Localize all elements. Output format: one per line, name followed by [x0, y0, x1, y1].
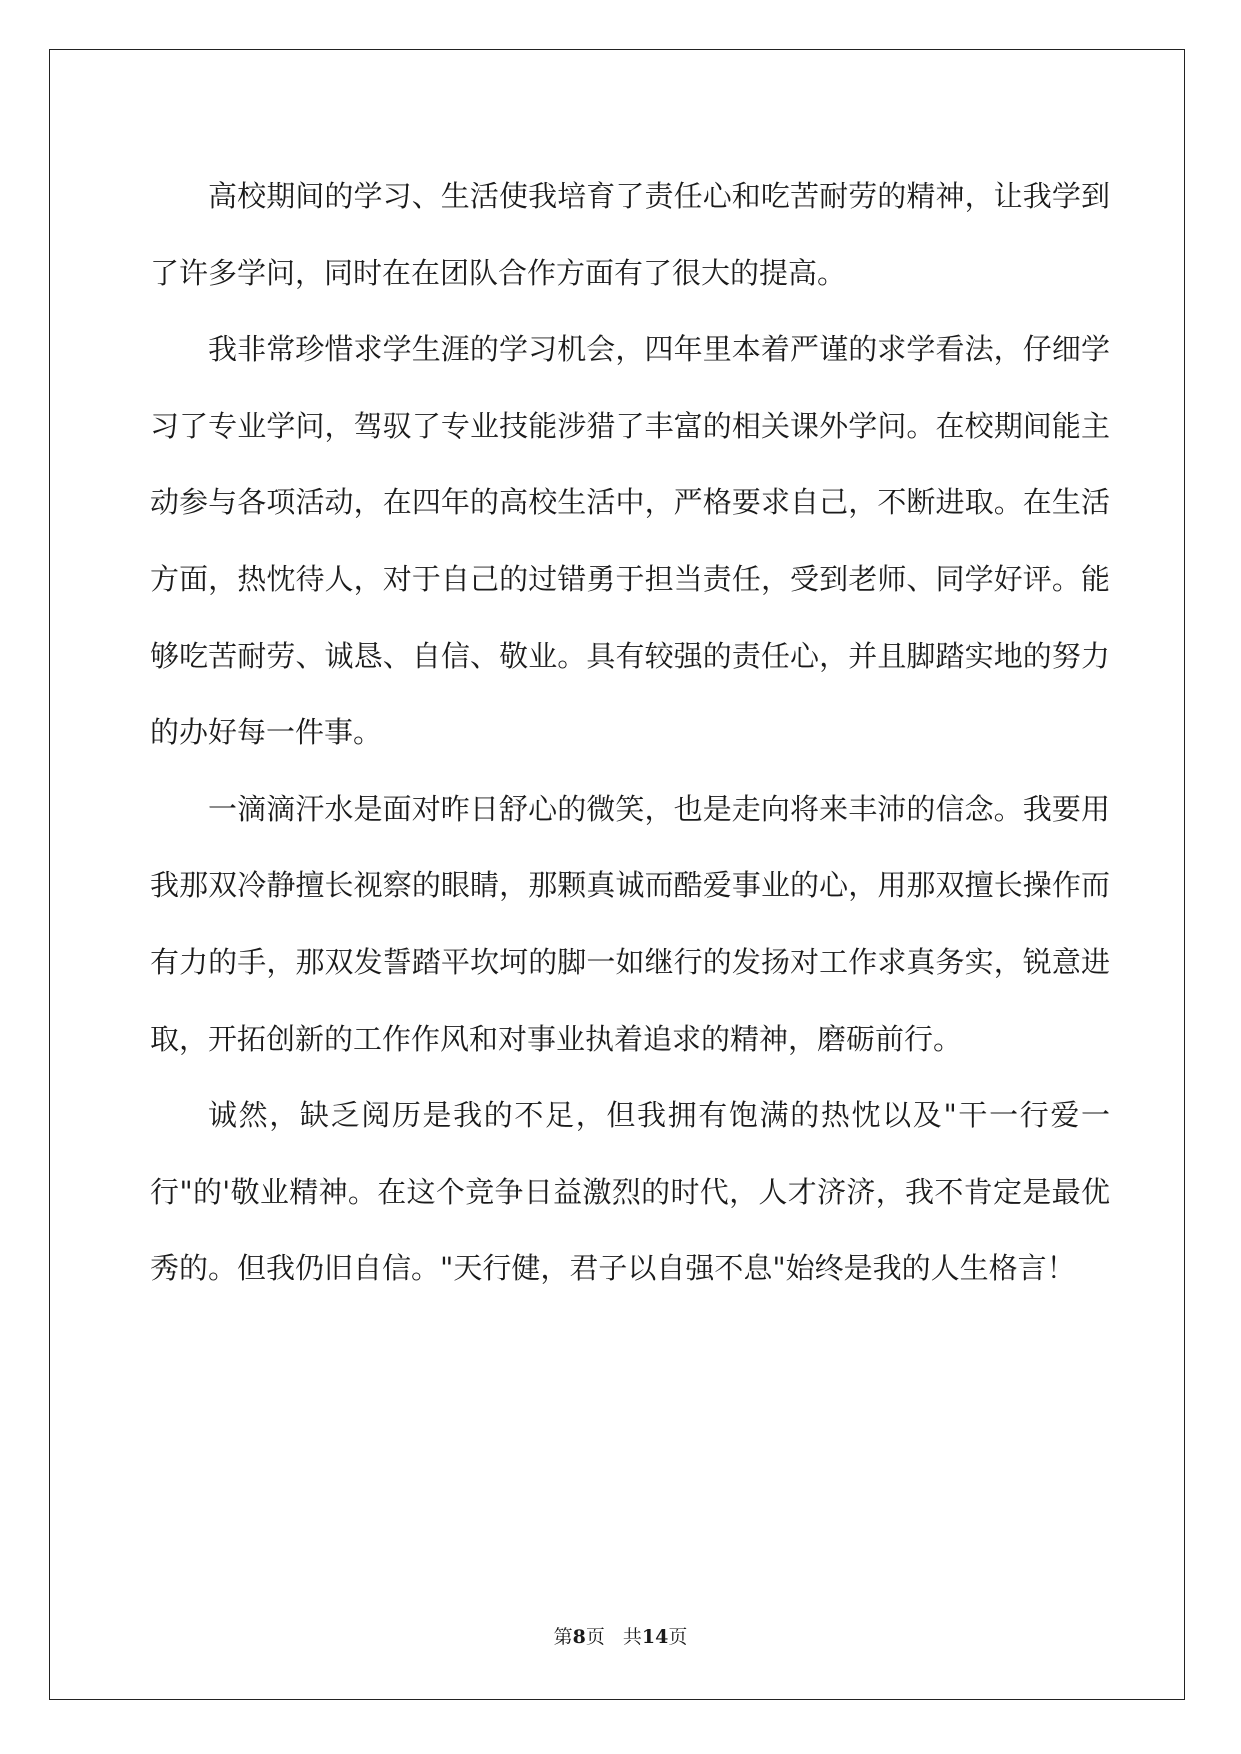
- total-suffix: 页: [668, 1626, 688, 1648]
- document-body: [150, 158, 1110, 1307]
- paragraph: 一滴滴汗水是面对昨日舒心的微笑，也是走向将来丰沛的信念。我要用我那双冷静擅长视察的眼睛，那颗真诚而酷爱事业的心，用那双擅长操作而有力的手，那双发誓踏平坎坷的脚一如继行的发扬对工作求真务实，锐意进取，开拓创新的工作作风和对事业执着追求的精神，磨砺前行。: [150, 791, 1110, 1056]
- page-suffix: 页: [585, 1626, 605, 1648]
- paragraph: 我非常珍惜求学生涯的学习机会，四年里本着严谨的求学看法，仔细学习了专业学问，驾驭了专业技能涉猎了丰富的相关课外学问。在校期间能主动参与各项活动，在四年的高校生活中，严格要求自己，不断进取。在生活方面，热忱待人，对于自己的过错勇于担当责任，受到老师、同学好评。能够吃苦耐劳、诚恳、自信、敬业。具有较强的责任心，并且脚踏实地的努力的办好每一件事。: [150, 332, 1110, 750]
- total-pages: 14: [641, 1626, 669, 1648]
- paragraph: 诚然，缺乏阅历是我的不足，但我拥有饱满的热忱以及"干一行爱一行"的'敬业精神。在这个竞争日益激烈的时代，人才济济，我不肯定是最优秀的。但我仍旧自信。"天行健，君子以自强不息"始终是我的人生格言！: [150, 1098, 1110, 1286]
- paragraph: 高校期间的学习、生活使我培育了责任心和吃苦耐劳的精神，让我学到了许多学问，同时在在团队合作方面有了很大的提高。: [150, 179, 1110, 290]
- total-prefix: 共: [622, 1626, 642, 1648]
- page-footer: [0, 1622, 1241, 1649]
- page-number: 8: [572, 1626, 586, 1648]
- page-prefix: 第: [553, 1626, 573, 1648]
